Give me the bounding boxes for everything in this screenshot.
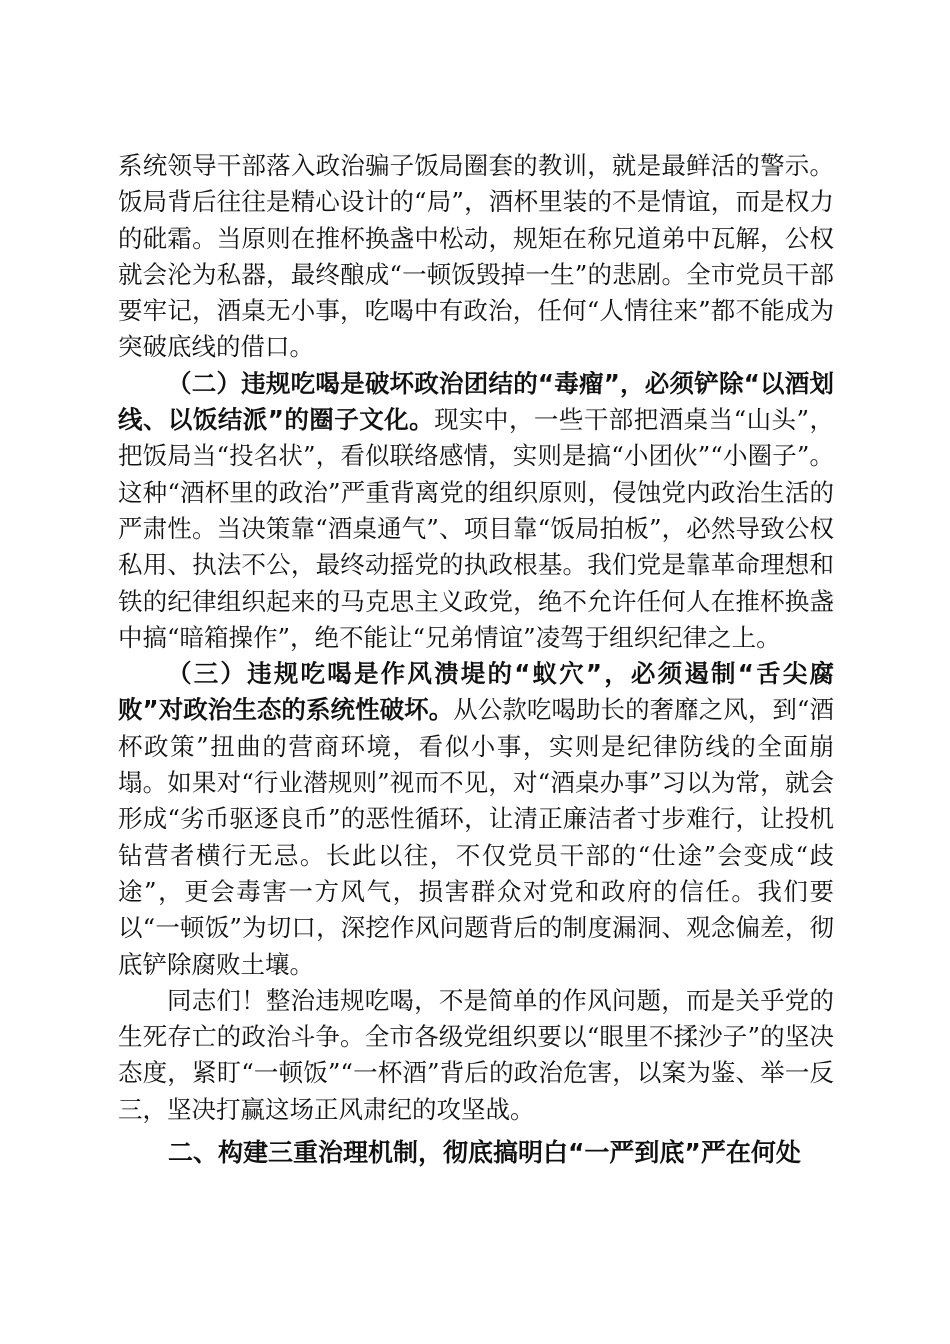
paragraph-continuation xyxy=(118,148,834,366)
paragraph-lead-point-three: （三）违规吃喝是作风溃堤的“蚁穴”，必须遏制“舌尖腐败”对政治生态的系统性破坏。 xyxy=(118,659,834,725)
paragraph-point-two xyxy=(118,366,834,656)
paragraph-text: 从公款吃喝助长的奢靡之风，到“酒杯政策”扭曲的营商环境，看似小事，实则是纪律防线的全面崩塌。如果对“行业潜规则”视而不见，对“酒桌办事”习以为常，就会形成“劣币驱逐良币”的恶性循环，让清正廉洁者寸步难行，让投机钻营者横行无忌。长此以往，不仅党员干部的“仕途”会变成“歧途”，更会毒害一方风气，损害群众对党和政府的信任。我们要以“一顿饭”为切口，深挖作风问题背后的制度漏洞、观念偏差，彻底铲除腐败土壤。 xyxy=(118,695,834,979)
paragraph-text: 现实中，一些干部把酒桌当“山头”，把饭局当“投名状”，看似联络感情，实则是搞“小团伙”“小圈子”。这种“酒杯里的政治”严重背离党的组织原则，侵蚀党内政治生活的严肃性。当决策靠“酒桌通气”、项目靠“饭局拍板”，必然导致公权私用、执法不公，最终动摇党的执政根基。我们党是靠革命理想和铁的纪律组织起来的马克思主义政党，绝不允许任何人在推杯换盏中搞“暗箱操作”，绝不能让“兄弟情谊”凌驾于组织纪律之上。 xyxy=(118,405,834,652)
paragraph-lead-point-two: （二）违规吃喝是破坏政治团结的“毒瘤”，必须铲除“以酒划线、以饭结派”的圈子文化。 xyxy=(118,368,834,435)
paragraph-text: 系统领导干部落入政治骗子饭局圈套的教训，就是最鲜活的警示。饭局背后往往是精心设计的“局”，酒杯里装的不是情谊，而是权力的砒霜。当原则在推杯换盏中松动，规矩在称兄道弟中瓦解，公权就会沦为私器，最终酿成“一顿饭毁掉一生”的悲剧。全市党员干部要牢记，酒桌无小事，吃喝中有政治，任何“人情往来”都不能成为突破底线的借口。 xyxy=(118,151,834,362)
paragraph-text: 同志们！整治违规吃喝，不是简单的作风问题，而是关乎党的生死存亡的政治斗争。全市各级党组织要以“眼里不揉沙子”的坚决态度，紧盯“一顿饭”“一杯酒”背后的政治危害，以案为鉴、举一反三，坚决打赢这场正风肃纪的攻坚战。 xyxy=(118,985,834,1124)
document-body xyxy=(118,148,834,1173)
section-heading: 二、构建三重治理机制，彻底搞明白“一严到底”严在何处 xyxy=(168,1138,801,1168)
paragraph-conclusion xyxy=(118,983,834,1128)
paragraph-point-three xyxy=(118,656,834,983)
